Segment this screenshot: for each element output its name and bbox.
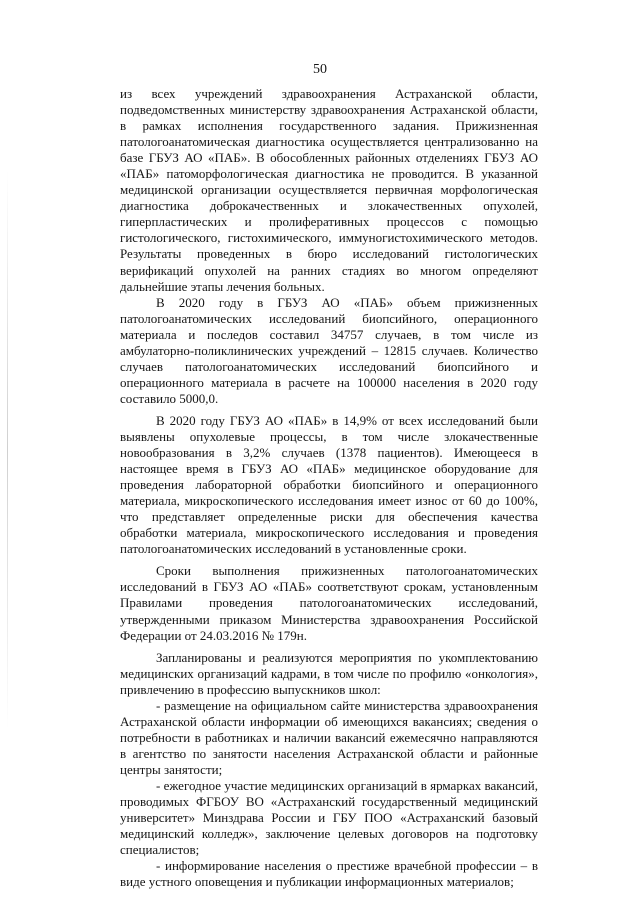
document-body: [120, 86, 538, 890]
list-item-informing: - информирование населения о престиже врачебной профессии – в виде устного оповещения и публикации информационных материалов;: [120, 858, 538, 890]
paragraph-2020-volume: В 2020 году в ГБУЗ АО «ПАБ» объем прижизненных патологоанатомических исследований биопсийного, операционного материала и последов составил 34757 случаев, в том числе из амбулаторно-поликлинических учреждений – 12815 случаев. Количество случаев патологоанатомических исследований биопсийного и операционного материала в расчете на 100000 населения в 2020 году составило 5000,0.: [120, 294, 538, 406]
page-number: 50: [313, 62, 327, 77]
paragraph-continuation: из всех учреждений здравоохранения Астраханской области, подведомственных министерству здравоохранения Астраханской области, в рамках исполнения государственного задания. Прижизненная патологоанатомическая диагностика осуществляется централизованно на базе ГБУЗ АО «ПАБ». В обособленных районных отделениях ГБУЗ АО «ПАБ» патоморфологическая диагностика не проводится. В указанной медицинской организации осуществляется первичная морфологическая диагностика доброкачественных и злокачественных опухолей, гиперпластических и пролиферативных процессов с помощью гистологического, гистохимического, иммуногистохимического методов. Результаты проведенных в бюро исследований гистологических верификаций опухолей на ранних стадиях во многом определяют дальнейшие этапы лечения больных.: [120, 86, 538, 294]
list-item-vacancies: - размещение на официальном сайте министерства здравоохранения Астраханской области информации об имеющихся вакансиях; сведения о потребности в работниках и наличии вакансий ежемесячно направляются в агентство по занятости населения Астраханской области и районные центры занятости;: [120, 697, 538, 777]
paragraph-2020-tumors: В 2020 году ГБУЗ АО «ПАБ» в 14,9% от всех исследований были выявлены опухолевые процессы, в том числе злокачественные новообразования в 3,2% случаев (1378 пациентов). Имеющееся в настоящее время в ГБУЗ АО «ПАБ» медицинское оборудование для проведения лабораторной обработки биопсийного и операционного материала, микроскопического исследования имеет износ от 60 до 100%, что представляет определенные риски для обеспечения качества обработки материала, микроскопического исследования и проведения патологоанатомических исследований в установленные сроки.: [120, 412, 538, 557]
paragraph-staffing-measures: Запланированы и реализуются мероприятия по укомплектованию медицинских организаций кадрами, в том числе по профилю «онкология», привлечению в профессию выпускников школ:: [120, 649, 538, 697]
paragraph-deadlines: Сроки выполнения прижизненных патологоанатомических исследований в ГБУЗ АО «ПАБ» соответствуют срокам, установленным Правилами проведения патологоанатомических исследований, утвержденными приказом Министерства здравоохранения Российской Федерации от 24.03.2016 № 179н.: [120, 563, 538, 643]
list-item-job-fairs: - ежегодное участие медицинских организаций в ярмарках вакансий, проводимых ФГБОУ ВО «Астраханский государственный медицинский университет» Минздрава России и ГБУ ПОО «Астраханский базовый медицинский колледж», заключение целевых договоров на подготовку специалистов;: [120, 777, 538, 858]
scan-edge-shadow: [7, 170, 8, 730]
